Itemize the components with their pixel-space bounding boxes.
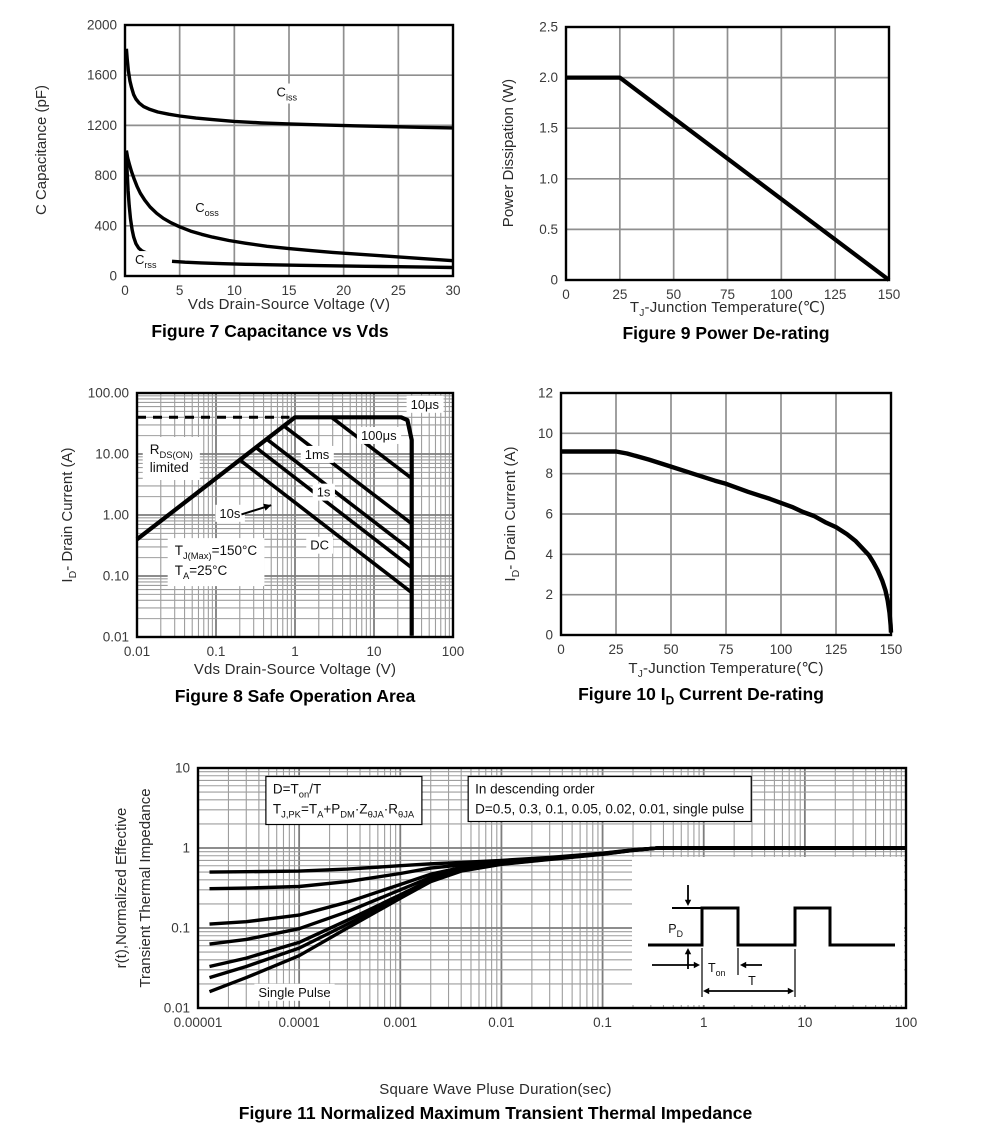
figure11-caption: Figure 11 Normalized Maximum Transient Thermal Impedance — [238, 1103, 753, 1123]
figure9-caption: Figure 9 Power De-rating — [622, 323, 830, 343]
figure7-plot — [0, 0, 496, 298]
svg-text:TJ(Max)=150°C: $T_{J(Max)}=150^\circ C$ — [174, 543, 258, 562]
figure9-x-tick: 50 — [666, 287, 682, 302]
figure7-x-tick: 5 — [175, 283, 184, 298]
svg-text:In descending order: In descending order — [475, 781, 595, 797]
figure10-plot — [496, 372, 991, 662]
figure7-y-tick: 1600 — [86, 67, 117, 83]
figure9-power-derating — [496, 0, 991, 372]
figure7-y-tick: 1200 — [86, 117, 117, 133]
figure7-x-tick: 30 — [445, 283, 461, 298]
figure7-x-tick: 20 — [336, 283, 352, 298]
figure8-curve-label: 100μs — [360, 427, 397, 443]
figure8-plot — [0, 372, 496, 664]
figure9-y-tick: 0 — [550, 272, 558, 288]
figure8-x-tick: 0.01 — [123, 644, 151, 659]
figure11-y-tick: 0.01 — [163, 1000, 190, 1016]
figure11-inset-ton-label: $T_{on}$ — [708, 961, 726, 978]
figure7-x-tick: 25 — [390, 283, 406, 298]
figure10-y-tick: 2 — [545, 587, 553, 603]
svg-text:TA=25°C: $T_A=25^\circ C$ — [174, 563, 228, 582]
figure8-curve-label: 10s — [219, 505, 241, 521]
figure7-y-axis-title: C Capacitance (pF) — [33, 84, 50, 216]
figure8-y-axis-title: $I_D-$ Drain Current (A) — [59, 447, 79, 583]
figure9-y-axis-title: Power Dissipation (W) — [500, 78, 517, 228]
figure10-y-tick: 6 — [545, 506, 553, 522]
figure7-y-tick: 800 — [94, 168, 117, 184]
figure7-x-axis-title: Vds Drain-Source Voltage (V) — [187, 296, 391, 313]
figure10-y-axis-title: $I_D-$ Drain Current (A) — [502, 446, 522, 582]
figure9-x-tick: 100 — [770, 287, 793, 302]
svg-text:limited: limited — [149, 460, 189, 475]
figure11-x-tick: 0.1 — [593, 1015, 612, 1030]
figure10-x-tick: 25 — [608, 642, 624, 657]
figure10-y-tick: 10 — [537, 425, 553, 441]
figure7-capacitance-vs-vds — [0, 0, 496, 372]
figure11-x-tick: 0.0001 — [278, 1015, 320, 1030]
figure10-x-tick: 150 — [879, 642, 903, 657]
figure10-y-tick: 8 — [545, 466, 553, 482]
figure11-x-tick: 1 — [699, 1015, 708, 1030]
figure11-x-axis-title: Square Wave Pluse Duration(sec) — [379, 1081, 612, 1098]
figure11-y-tick: 0.1 — [171, 920, 190, 936]
duty-cycle-formula — [266, 777, 422, 825]
figure11-y-axis-title: r(t),Normalized Effective — [113, 807, 130, 969]
figure8-curve-label: 1ms — [304, 446, 330, 462]
figure8-x-axis-title: Vds Drain-Source Voltage (V) — [193, 661, 397, 678]
figure10-y-tick: 12 — [537, 385, 553, 401]
figure8-curve-label: DC — [310, 537, 330, 553]
figure10-y-tick: 4 — [545, 546, 553, 562]
figure9-y-tick: 1.0 — [539, 171, 558, 187]
conditions-note — [168, 538, 265, 586]
svg-text:TJ,PK=TA+PDM·ZθJA·RθJA: $T_{J,PK}=T_A+P_{DM}\cdot Z_{\theta JA}\cdot R_{\theta JA}$ — [272, 801, 415, 820]
figure11-inset-t-label: T — [748, 974, 756, 988]
figure11-x-tick: 0.00001 — [173, 1015, 223, 1030]
svg-text:D=0.5, 0.3, 0.1, 0.05, 0.02, 0: D=0.5, 0.3, 0.1, 0.05, 0.02, 0.01, single pulse — [475, 801, 745, 817]
figure9-y-tick: 0.5 — [539, 221, 558, 237]
figure9-x-axis-title: $T_J$-Junction Temperature(℃) — [629, 299, 826, 319]
figure8-y-tick: 0.10 — [102, 568, 129, 584]
figure7-x-tick: 15 — [281, 283, 297, 298]
figure10-x-tick: 50 — [663, 642, 679, 657]
figure7-y-tick: 0 — [109, 268, 117, 284]
figure10-x-axis-title: $T_J$-Junction Temperature(℃) — [628, 660, 824, 680]
figure7-caption: Figure 7 Capacitance vs Vds — [151, 321, 389, 341]
figure11-y-tick: 10 — [174, 760, 190, 776]
figure8-caption: Figure 8 Safe Operation Area — [174, 686, 416, 706]
figure7-curve-label: $C_{rss}$ — [135, 252, 157, 271]
figure11-x-tick: 0.01 — [488, 1015, 515, 1030]
figure9-y-tick: 2.0 — [539, 70, 558, 86]
figure7-curve-label: $C_{oss}$ — [195, 199, 219, 218]
figure8-x-tick: 0.1 — [206, 644, 226, 659]
figure11-x-tick: 100 — [894, 1015, 918, 1030]
figure8-x-tick: 1 — [291, 644, 299, 659]
figure11-inset-pd-label: $P_D$ — [668, 922, 683, 939]
figure10-x-tick: 0 — [557, 642, 565, 657]
figure11-curve-label: Single Pulse — [258, 984, 331, 1000]
figure9-x-tick: 0 — [562, 287, 570, 302]
figure11-transient-thermal-impedance — [0, 745, 991, 1142]
figure10-x-tick: 75 — [718, 642, 734, 657]
figure11-y-axis-title: Transient Thermal Impedance — [137, 788, 154, 988]
figure8-curve-label: 1s — [316, 484, 331, 500]
figure11-x-tick: 10 — [797, 1015, 813, 1030]
figure10-caption: Figure 10 $I_D$ Current De-rating — [578, 684, 824, 708]
figure8-y-tick: 100.00 — [87, 385, 129, 401]
figure10-x-tick: 100 — [769, 642, 793, 657]
figure7-y-tick: 2000 — [86, 17, 117, 33]
figure8-y-tick: 10.00 — [95, 446, 129, 462]
figure9-x-tick: 125 — [823, 287, 847, 302]
figure9-y-tick: 2.5 — [539, 19, 558, 35]
figure8-y-tick: 0.01 — [102, 629, 129, 645]
svg-text:D=Ton/T: $D=T_{on}/T$ — [272, 781, 322, 800]
figure7-x-tick: 10 — [226, 283, 242, 298]
figure9-x-tick: 150 — [877, 287, 901, 302]
figure9-plot — [496, 0, 991, 302]
figure7-curve-label: $C_{iss}$ — [276, 84, 298, 103]
figure10-id-current-derating — [496, 372, 991, 745]
figure7-x-tick: 0 — [121, 283, 129, 298]
figure9-y-tick: 1.5 — [539, 120, 558, 136]
figure9-x-tick: 75 — [719, 287, 736, 302]
figure11-plot — [0, 745, 991, 1045]
figure8-x-tick: 10 — [366, 644, 382, 659]
figure10-y-tick: 0 — [545, 627, 553, 643]
figure8-safe-operation-area — [0, 372, 496, 745]
svg-text:RDS(ON): $R_{DS(ON)}$ — [149, 442, 193, 460]
figure8-curve-label: 10μs — [410, 396, 440, 412]
figure9-x-tick: 25 — [612, 287, 628, 302]
descending-order-note — [468, 777, 751, 822]
figure8-x-tick: 100 — [441, 644, 465, 659]
figure8-y-tick: 1.00 — [102, 507, 129, 523]
figure11-x-tick: 0.001 — [383, 1015, 418, 1030]
figure10-x-tick: 125 — [824, 642, 848, 657]
rdson-limited-note — [143, 437, 200, 480]
figure7-y-tick: 400 — [94, 218, 117, 234]
figure11-y-tick: 1 — [182, 840, 190, 856]
